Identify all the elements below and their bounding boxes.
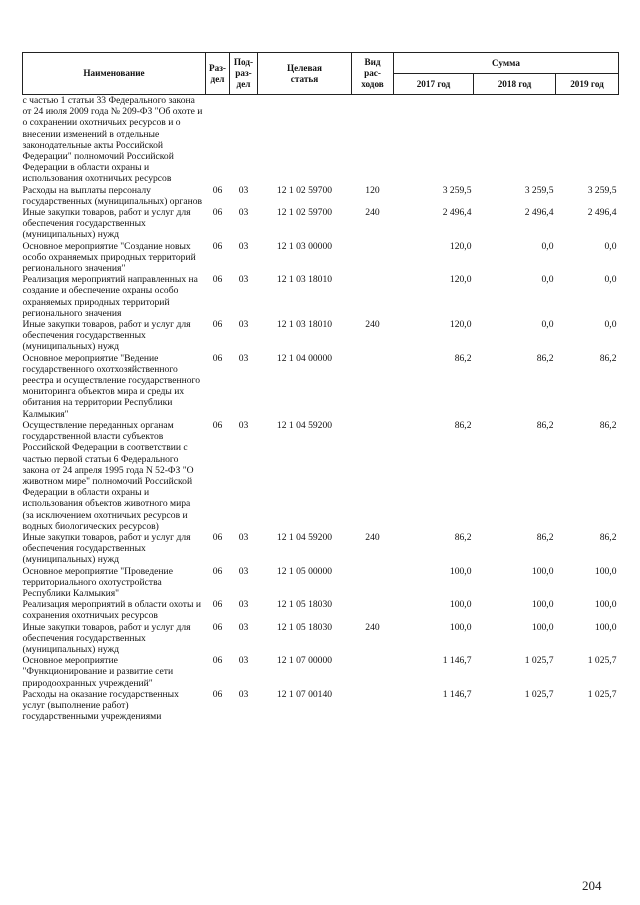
row-sum-2017: 120,0 [449, 240, 472, 252]
table-row [23, 319, 619, 353]
row-sum-2018: 3 259,5 [524, 184, 554, 196]
row-celevaya-statya: 12 1 04 00000 [276, 352, 333, 364]
page-number: 204 [582, 878, 602, 893]
row-sum-2019: 86,2 [599, 531, 617, 543]
row-sum-2019: 100,0 [594, 621, 617, 633]
row-razdel: 06 [212, 531, 223, 543]
row-vid-rashodov [352, 566, 394, 600]
row-razdel: 06 [212, 655, 223, 667]
row-razdel: 06 [212, 621, 223, 633]
row-sum-2017: 100,0 [449, 565, 472, 577]
row-celevaya-statya: 12 1 05 00000 [276, 565, 333, 577]
row-sum-2018: 0,0 [541, 319, 554, 331]
row-sum-2019 [556, 95, 619, 185]
row-razdel: 06 [212, 419, 223, 431]
row-name: с частью 1 статьи 33 Федерального закона от 24 июля 2009 года № 209-ФЗ "Об охоте и о сохранении охотничьих ресурсов и о внесении изменений в отдельные законодательные акты Российской Федерации" полномочий Российской Федерации в области охраны и использования охотничьих ресурсов [22, 95, 203, 185]
header-name: Наименование [23, 53, 206, 95]
row-celevaya-statya: 12 1 07 00140 [276, 688, 333, 700]
row-razdel: 06 [212, 184, 223, 196]
row-razdel: 06 [212, 319, 223, 331]
row-celevaya-statya: 12 1 05 18030 [276, 599, 333, 611]
row-razdel: 06 [212, 240, 223, 252]
row-sum-2017: 100,0 [449, 599, 472, 611]
row-vid-rashodov [352, 274, 394, 319]
row-podrazdel: 03 [238, 599, 249, 611]
table-body [23, 95, 619, 723]
row-sum-2018: 1 025,7 [524, 688, 554, 700]
row-podrazdel: 03 [238, 352, 249, 364]
row-sum-2019: 86,2 [599, 352, 617, 364]
row-sum-2018: 2 496,4 [524, 207, 554, 219]
header-razdel: Раз- дел [206, 53, 230, 95]
row-name: Основное мероприятие "Создание новых особо охраняемых природных территорий регионального значения" [22, 240, 196, 275]
table-row [23, 353, 619, 420]
row-sum-2018: 86,2 [536, 419, 554, 431]
row-celevaya-statya: 12 1 07 00000 [276, 655, 333, 667]
row-podrazdel: 03 [238, 207, 249, 219]
row-vid-rashodov: 240 [365, 531, 380, 543]
row-celevaya-statya: 12 1 04 59200 [276, 419, 333, 431]
row-podrazdel: 03 [238, 531, 249, 543]
row-name: Реализация мероприятий направленных на создание и обеспечение охраны особо охраняемых природных территорий регионального значения [22, 274, 198, 319]
row-sum-2019: 86,2 [599, 419, 617, 431]
row-name: Осуществление переданных органам государственной власти субъектов Российской Федерации в соответствии с частью первой статьи 6 Федерального закона от 24 апреля 1995 года N 52-ФЗ "О животном мире" полномочий Российской Федерации в области охраны и использования объектов животного мира (за исключением охотничьих ресурсов и водных биологических ресурсов) [22, 419, 194, 532]
table-header [23, 53, 619, 95]
row-sum-2018: 0,0 [541, 274, 554, 286]
row-razdel: 06 [212, 565, 223, 577]
row-vid-rashodov: 240 [365, 621, 380, 633]
row-podrazdel: 03 [238, 274, 249, 286]
row-razdel: 06 [212, 352, 223, 364]
row-razdel: 06 [212, 688, 223, 700]
row-sum-2017 [394, 95, 474, 185]
header-year-2017: 2017 год [394, 74, 474, 95]
row-sum-2017: 86,2 [454, 419, 472, 431]
row-vid-rashodov [352, 689, 394, 723]
row-razdel: 06 [212, 274, 223, 286]
row-sum-2019: 1 025,7 [587, 688, 617, 700]
row-vid-rashodov [352, 420, 394, 532]
row-sum-2018 [474, 95, 556, 185]
table-row [23, 655, 619, 689]
row-sum-2018: 1 025,7 [524, 655, 554, 667]
row-sum-2017: 1 146,7 [442, 688, 472, 700]
row-podrazdel: 03 [238, 240, 249, 252]
row-celevaya-statya: 12 1 03 18010 [276, 274, 333, 286]
row-name: Основное мероприятие "Функционирование и развитие сети природоохранных учреждений" [22, 655, 174, 689]
row-sum-2019: 1 025,7 [587, 655, 617, 667]
row-sum-2018: 86,2 [536, 531, 554, 543]
row-celevaya-statya: 12 1 05 18030 [276, 621, 333, 633]
row-sum-2018: 100,0 [531, 565, 554, 577]
row-sum-2019: 0,0 [604, 319, 617, 331]
row-celevaya-statya [258, 95, 352, 185]
row-sum-2019: 0,0 [604, 240, 617, 252]
table-row [23, 532, 619, 566]
row-name: Иные закупки товаров, работ и услуг для обеспечения государственных (муниципальных) нужд [22, 621, 191, 655]
row-celevaya-statya: 12 1 04 59200 [276, 531, 333, 543]
table-row [23, 185, 619, 207]
row-name: Иные закупки товаров, работ и услуг для обеспечения государственных (муниципальных) нужд [22, 531, 191, 566]
row-name: Иные закупки товаров, работ и услуг для обеспечения государственных (муниципальных) нужд [22, 319, 191, 353]
row-name: Расходы на оказание государственных услуг (выполнение работ) государственными учреждениями [22, 688, 179, 723]
row-celevaya-statya: 12 1 03 18010 [276, 319, 333, 331]
row-razdel: 06 [212, 599, 223, 611]
row-razdel [206, 95, 230, 185]
table-row [23, 420, 619, 532]
row-sum-2017: 2 496,4 [442, 207, 472, 219]
row-celevaya-statya: 12 1 02 59700 [276, 184, 333, 196]
row-sum-2017: 1 146,7 [442, 655, 472, 667]
row-name: Иные закупки товаров, работ и услуг для обеспечения государственных (муниципальных) нужд [22, 207, 191, 241]
table-row [23, 241, 619, 275]
header-vid-rashodov: Вид рас- ходов [352, 53, 394, 95]
row-podrazdel: 03 [238, 565, 249, 577]
table-row [23, 622, 619, 656]
row-vid-rashodov [352, 241, 394, 275]
row-podrazdel: 03 [238, 419, 249, 431]
row-sum-2017: 120,0 [449, 319, 472, 331]
row-sum-2019: 100,0 [594, 599, 617, 611]
row-vid-rashodov: 240 [365, 207, 380, 219]
table-row [23, 95, 619, 185]
row-sum-2019: 3 259,5 [587, 184, 617, 196]
row-vid-rashodov [352, 655, 394, 689]
table-row [23, 274, 619, 319]
row-sum-2017: 120,0 [449, 274, 472, 286]
row-sum-2018: 100,0 [531, 621, 554, 633]
row-sum-2017: 3 259,5 [442, 184, 472, 196]
row-name: Расходы на выплаты персоналу государственных (муниципальных) органов [22, 184, 203, 207]
row-vid-rashodov [352, 95, 394, 185]
row-podrazdel [230, 95, 258, 185]
row-podrazdel: 03 [238, 184, 249, 196]
row-name: Реализация мероприятий в области охоты и сохранения охотничьих ресурсов [22, 599, 201, 622]
row-podrazdel: 03 [238, 655, 249, 667]
row-sum-2017: 86,2 [454, 531, 472, 543]
row-sum-2019: 100,0 [594, 565, 617, 577]
row-vid-rashodov: 240 [365, 319, 380, 331]
header-podrazdel: Под- раз- дел [230, 53, 258, 95]
table-row [23, 566, 619, 600]
header-year-2018: 2018 год [474, 74, 556, 95]
row-vid-rashodov [352, 599, 394, 621]
row-celevaya-statya: 12 1 02 59700 [276, 207, 333, 219]
row-name: Основное мероприятие "Ведение государственного охотхозяйственного реестра и осуществление государственного мониторинга объектов мира и среды их обитания на территории Республики Калмыкия" [22, 352, 201, 420]
row-podrazdel: 03 [238, 319, 249, 331]
row-sum-2018: 0,0 [541, 240, 554, 252]
row-sum-2017: 86,2 [454, 352, 472, 364]
row-vid-rashodov [352, 353, 394, 420]
row-podrazdel: 03 [238, 688, 249, 700]
row-sum-2019: 0,0 [604, 274, 617, 286]
row-sum-2017: 100,0 [449, 621, 472, 633]
row-sum-2018: 86,2 [536, 352, 554, 364]
header-celevaya-statya: Целевая статья [258, 53, 352, 95]
header-summa: Сумма [394, 53, 619, 74]
table-row [23, 599, 619, 621]
row-vid-rashodov: 120 [365, 184, 380, 196]
budget-table [22, 52, 619, 722]
header-year-2019: 2019 год [556, 74, 619, 95]
row-sum-2019: 2 496,4 [587, 207, 617, 219]
row-celevaya-statya: 12 1 03 00000 [276, 240, 333, 252]
row-sum-2018: 100,0 [531, 599, 554, 611]
row-name: Основное мероприятие "Проведение территориального охотустройства Республики Калмыкия" [22, 565, 173, 599]
table-row [23, 689, 619, 723]
row-podrazdel: 03 [238, 621, 249, 633]
row-razdel: 06 [212, 207, 223, 219]
table-row [23, 207, 619, 241]
